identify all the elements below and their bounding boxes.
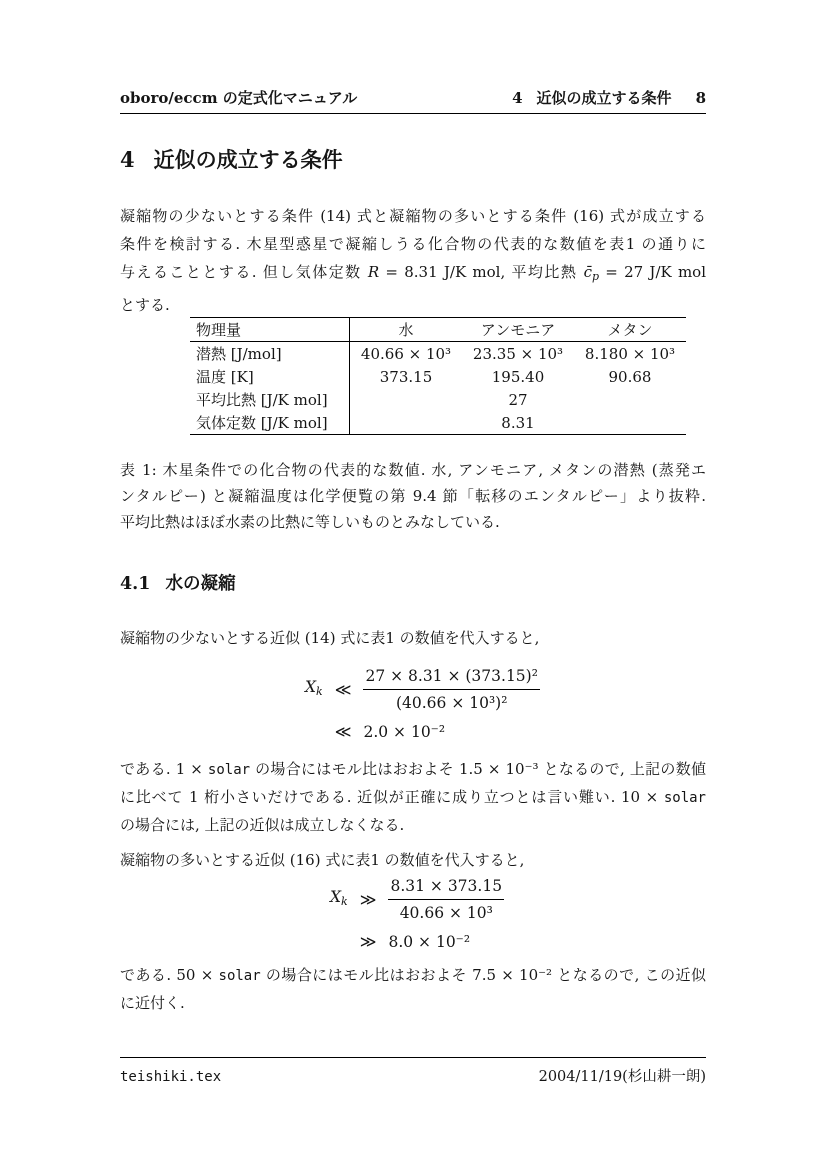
paragraph-line: 凝縮物の少ないとする近似 (14) 式に表1 の数値を代入すると, bbox=[120, 629, 540, 647]
paragraph-line: 凝縮物の多いとする近似 (16) 式に表1 の数値を代入すると, bbox=[120, 851, 525, 869]
section-number: 4 bbox=[120, 147, 135, 172]
caption-line: ンタルピー) と凝縮温度は化学便覧の第 9.4 節「転移のエンタルピー」より抜粋. bbox=[120, 487, 706, 505]
equation-fraction bbox=[388, 876, 504, 923]
row-label: 気体定数 [J/K mol] bbox=[190, 411, 350, 435]
cell-value: 40.66 × 10³ bbox=[360, 344, 452, 363]
table-row bbox=[190, 365, 686, 388]
column-header-methane: メタン bbox=[607, 321, 653, 339]
table-caption bbox=[120, 457, 706, 535]
cell-span-value: 8.31 bbox=[501, 413, 535, 432]
fraction-numerator: 8.31 × 373.15 bbox=[388, 876, 504, 900]
equation-lhs bbox=[305, 677, 323, 702]
section-title: 近似の成立する条件 bbox=[153, 148, 343, 172]
header-section-and-page bbox=[512, 87, 706, 108]
header-document-title bbox=[120, 87, 357, 108]
header-title-jp: の定式化マニュアル bbox=[217, 89, 358, 107]
fraction-denominator: 40.66 × 10³ bbox=[399, 904, 493, 922]
paragraph-line: である. 50 × solar の場合にはモル比はおおよそ 7.5 × 10⁻² となるので, この近似 bbox=[120, 966, 706, 984]
subsection-title: 水の凝縮 bbox=[165, 574, 236, 594]
water-many-paragraph bbox=[120, 847, 706, 874]
paragraph-line: の場合には, 上記の近似は成立しなくなる. bbox=[120, 816, 405, 834]
row-label: 平均比熱 [J/K mol] bbox=[190, 388, 350, 411]
cell-value: 373.15 bbox=[379, 367, 433, 386]
paragraph-line: に比べて 1 桁小さいだけである. 近似が正確に成り立つとは言い難い. 10 × solar bbox=[120, 788, 706, 806]
water-few-paragraph bbox=[120, 624, 706, 652]
discussion-paragraph-many bbox=[120, 962, 706, 1017]
cell-value: 90.68 bbox=[608, 367, 652, 386]
section-heading bbox=[120, 146, 706, 174]
fraction-numerator: 27 × 8.31 × (373.15)² bbox=[363, 666, 539, 690]
cell-span-value: 27 bbox=[508, 390, 528, 409]
subsection-number: 4.1 bbox=[120, 574, 151, 594]
paragraph-line: である. 1 × solar の場合にはモル比はおおよそ 1.5 × 10⁻³ となるので, 上記の数値 bbox=[120, 760, 706, 778]
column-header-quantity: 物理量 bbox=[190, 318, 350, 342]
column-header-water: 水 bbox=[398, 321, 414, 339]
table-row bbox=[190, 388, 686, 411]
paragraph-line: 条件を検討する. 木星型惑星で凝縮しうる化合物の代表的な数値を表1 の通りに bbox=[120, 235, 706, 253]
header-section-number: 4 bbox=[512, 89, 523, 107]
paragraph-line: とする. bbox=[120, 296, 170, 314]
header-title-latin: oboro/eccm bbox=[120, 89, 218, 107]
page-content bbox=[120, 0, 706, 1017]
table-row bbox=[190, 411, 686, 435]
variable-X: X bbox=[305, 678, 317, 696]
much-greater-than-sign: ≫ bbox=[359, 932, 377, 951]
caption-line: 表 1: 木星条件での化合物の代表的な数値. 水, アンモニア, メタンの潜熱 (蒸発エ bbox=[120, 461, 706, 479]
column-header-ammonia: アンモニア bbox=[480, 321, 556, 339]
variable-X: X bbox=[330, 888, 342, 906]
caption-line: 平均比熱はほぼ水素の比熱に等しいものとみなしている. bbox=[120, 513, 500, 531]
fraction-denominator: (40.66 × 10³)² bbox=[395, 694, 508, 712]
header-section-title: 近似の成立する条件 bbox=[536, 89, 672, 107]
cell-value: 195.40 bbox=[491, 367, 545, 386]
paragraph-line: 与えることとする. 但し気体定数 R = 8.31 J/K mol, 平均比熱 $c̄_p = 27$ J/K mol bbox=[120, 263, 706, 283]
discussion-paragraph-few bbox=[120, 756, 706, 839]
footer-filename: teishiki.tex bbox=[120, 1069, 222, 1085]
paragraph-line: に近付く. bbox=[120, 994, 185, 1012]
table-row bbox=[190, 342, 686, 366]
equation-many-condensate bbox=[330, 876, 504, 952]
much-greater-than-sign: ≫ bbox=[359, 889, 377, 909]
subscript-k: k bbox=[341, 895, 348, 908]
compound-values-table bbox=[190, 317, 686, 435]
much-less-than-sign: ≪ bbox=[334, 722, 352, 741]
row-label: 潜熱 [J/mol] bbox=[190, 342, 350, 366]
row-label: 温度 [K] bbox=[190, 365, 350, 388]
footer-date-author: 2004/11/19(杉山耕一朗) bbox=[538, 1069, 706, 1085]
intro-paragraph bbox=[120, 202, 706, 319]
table-header-row bbox=[190, 318, 686, 342]
subsection-heading bbox=[120, 573, 706, 596]
equation-few-condensate bbox=[305, 666, 540, 742]
page-footer bbox=[120, 1057, 706, 1086]
page-number: 8 bbox=[695, 89, 706, 107]
subscript-k: k bbox=[316, 685, 323, 698]
much-less-than-sign: ≪ bbox=[334, 679, 352, 699]
equation-result: 2.0 × 10⁻² bbox=[363, 723, 446, 741]
equation-lhs bbox=[330, 887, 348, 912]
equation-result: 8.0 × 10⁻² bbox=[388, 933, 471, 951]
cell-value: 23.35 × 10³ bbox=[472, 344, 564, 363]
cell-value: 8.180 × 10³ bbox=[584, 344, 676, 363]
running-header bbox=[120, 87, 706, 114]
paragraph-line: 凝縮物の少ないとする条件 (14) 式と凝縮物の多いとする条件 (16) 式が成立する bbox=[120, 207, 706, 225]
equation-fraction bbox=[363, 666, 539, 713]
